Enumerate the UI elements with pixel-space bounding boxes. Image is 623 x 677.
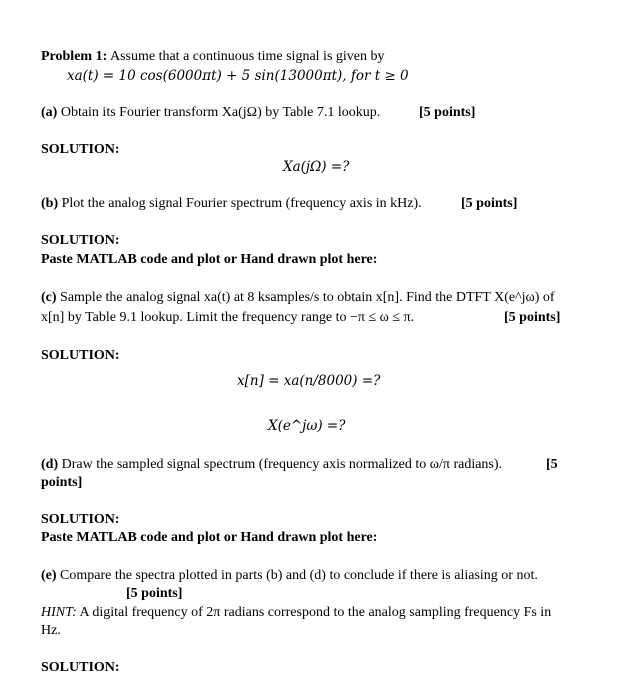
problem-intro-text: Assume that a continuous time signal is given by [109, 49, 385, 64]
part-b-paste-instruction: Paste MATLAB code and plot or Hand drawn plot here: [41, 252, 378, 267]
part-e-points: [5 points] [126, 586, 183, 601]
part-a-solution-label: SOLUTION: [41, 142, 120, 157]
part-e-hint-label: HINT: [41, 605, 77, 620]
part-a-answer: Xa(jΩ) =? [283, 159, 350, 175]
part-c-label: (c) [41, 290, 57, 305]
part-c-equation1: x[n] = xa(n/8000) =? [237, 373, 381, 389]
part-b-solution-label: SOLUTION: [41, 233, 120, 248]
part-c-text-line2: x[n] by Table 9.1 lookup. Limit the frequency range to −π ≤ ω ≤ π. [41, 310, 415, 325]
part-e-label: (e) [41, 568, 57, 583]
problem-heading: Problem 1: [41, 49, 108, 64]
part-e-question [41, 567, 538, 585]
part-d-solution-label: SOLUTION: [41, 512, 120, 527]
problem-intro [41, 48, 385, 66]
part-e-text: Compare the spectra plotted in parts (b) and (d) to conclude if there is aliasing or not. [60, 568, 538, 583]
part-e-hint-text: A digital frequency of 2π radians correspond to the analog sampling frequency Fs in [79, 605, 552, 620]
part-b-text: Plot the analog signal Fourier spectrum (frequency axis in kHz). [61, 196, 422, 211]
part-c-solution-label: SOLUTION: [41, 348, 120, 363]
part-e-hint-line1 [41, 604, 551, 622]
part-c-text-line1: Sample the analog signal xa(t) at 8 ksamples/s to obtain x[n]. Find the DTFT X(e^jω) of [60, 290, 555, 305]
part-b-question [41, 195, 422, 213]
part-a-points: [5 points] [419, 105, 476, 120]
part-c-question-line1 [41, 289, 555, 307]
part-d-label: (d) [41, 457, 59, 472]
part-d-points-part2: points] [41, 475, 83, 490]
part-a-question [41, 104, 380, 122]
part-d-points-part1: [5 [546, 457, 558, 472]
signal-equation: xa(t) = 10 cos(6000πt) + 5 sin(13000πt), for t ≥ 0 [67, 68, 409, 84]
part-a-text: Obtain its Fourier transform Xa(jΩ) by Table 7.1 lookup. [60, 105, 381, 120]
part-e-hint-line2: Hz. [41, 623, 61, 638]
part-d-text: Draw the sampled signal spectrum (frequency axis normalized to ω/π radians). [61, 457, 503, 472]
part-e-solution-label: SOLUTION: [41, 660, 120, 675]
part-d-question [41, 456, 502, 474]
part-d-paste-instruction: Paste MATLAB code and plot or Hand drawn plot here: [41, 530, 378, 545]
part-c-points: [5 points] [504, 310, 561, 325]
part-c-equation2: X(e^jω) =? [268, 418, 346, 434]
part-b-label: (b) [41, 196, 59, 211]
part-b-points: [5 points] [461, 196, 518, 211]
part-a-label: (a) [41, 105, 58, 120]
